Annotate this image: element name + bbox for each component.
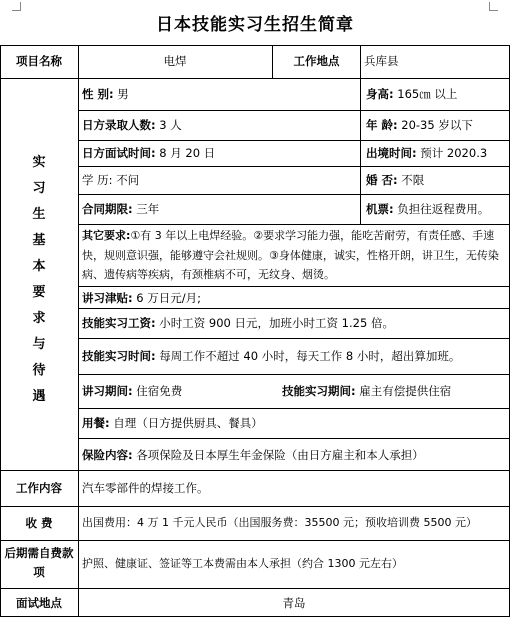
marital-status-field: 婚 否: 不限 bbox=[366, 173, 425, 187]
contract-term-field: 合同期限: 三年 bbox=[82, 202, 160, 216]
interview-date-field: 日方面试时间: 8 月 20 日 bbox=[82, 146, 216, 160]
other-requirements-field: 其它要求:①有 3 年以上电焊经验。②要求学习能力强，能吃苦耐劳，有责任感、手速快，规则意识强，能够遵守会社规则。③身体健康，诚实，性格开朗，讲卫生，无传染病、遗传病等疾病，有颈椎病不可，无纹身、烟烫。 bbox=[82, 229, 499, 281]
interview-place-label: 面试地点 bbox=[16, 596, 62, 610]
project-name-value: 电焊 bbox=[163, 54, 187, 68]
later-fees-label: 后期需自费款项 bbox=[4, 546, 74, 579]
page-title: 日本技能实习生招生简章 bbox=[156, 15, 354, 35]
insurance-field: 保险内容: 各项保险及日本厚生年金保险（由日方雇主和本人承担） bbox=[82, 448, 424, 462]
education-field: 学 历: 不问 bbox=[82, 173, 140, 187]
later-fees-value: 护照、健康证、签证等工本费需由本人承担（约合 1300 元左右） bbox=[82, 557, 403, 570]
practice-hours-field: 技能实习时间: 每周工作不超过 40 小时，每天工作 8 小时，超出算加班。 bbox=[82, 349, 461, 363]
work-location-value: 兵库县 bbox=[364, 54, 399, 68]
height-field: 身高: 165㎝ 以上 bbox=[366, 87, 458, 101]
meals-field: 用餐: 自理（日方提供厨具、餐具） bbox=[82, 416, 263, 430]
fees-label: 收 费 bbox=[25, 516, 53, 530]
work-content-label: 工作内容 bbox=[16, 481, 62, 495]
lecture-allowance-field: 讲习津贴: 6 万日元/月; bbox=[82, 291, 201, 305]
interview-place-value: 青岛 bbox=[282, 596, 306, 610]
recruit-count-field: 日方录取人数: 3 人 bbox=[82, 118, 182, 132]
work-content-value: 汽车零部件的焊接工作。 bbox=[82, 481, 209, 495]
lecture-period-field: 讲习期间: 住宿免费 bbox=[82, 384, 183, 398]
project-name-label: 项目名称 bbox=[16, 54, 62, 68]
age-field: 年 龄: 20-35 岁以下 bbox=[366, 118, 473, 132]
fees-value: 出国费用：4 万 1 千元人民币（出国服务费：35500 元；预收培训费 5500 元） bbox=[82, 516, 477, 529]
departure-time-field: 出境时间: 预计 2020.3 bbox=[366, 146, 488, 160]
practice-wage-field: 技能实习工资: 小时工资 900 日元，加班小时工资 1.25 倍。 bbox=[82, 316, 394, 330]
gender-field: 性 别: 男 bbox=[82, 87, 129, 101]
practice-period-field: 技能实习期间: 雇主有偿提供住宿 bbox=[282, 384, 452, 398]
section-label-requirements: 实 习 生 基 本 要 求 与 待 遇 bbox=[32, 155, 46, 404]
work-location-label: 工作地点 bbox=[293, 54, 340, 68]
air-ticket-field: 机票: 负担往返程费用。 bbox=[366, 202, 490, 216]
